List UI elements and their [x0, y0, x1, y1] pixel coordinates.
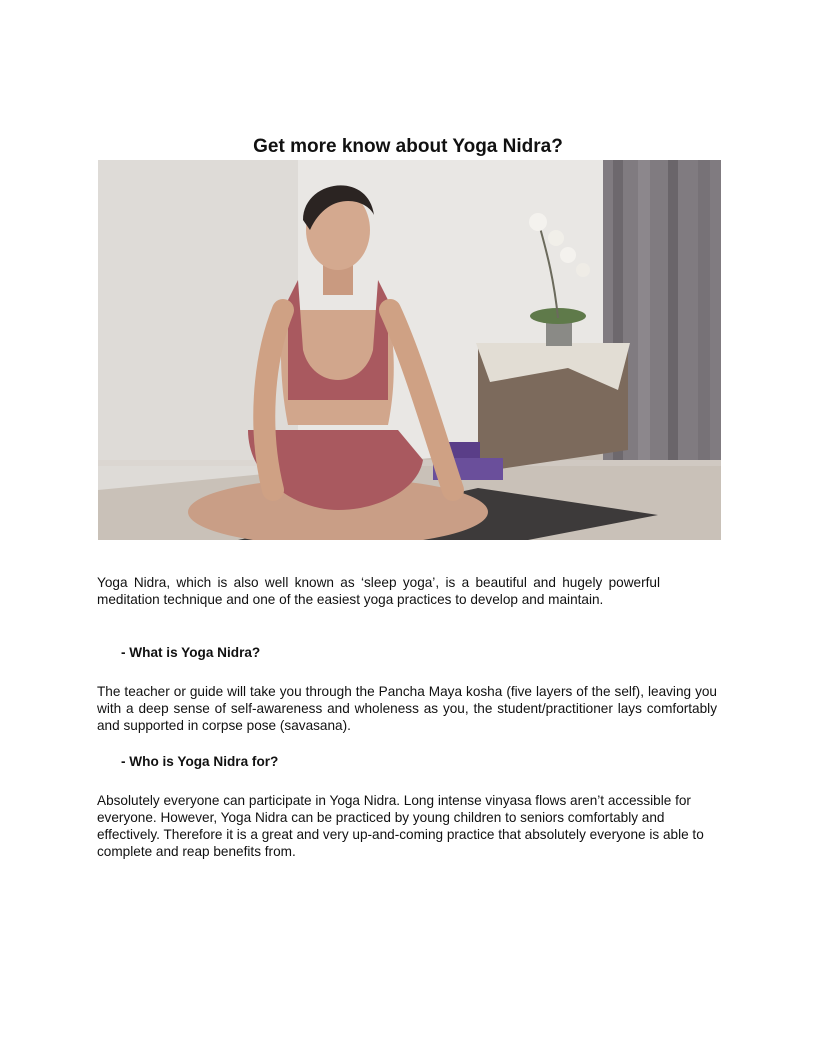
section-body-who: Absolutely everyone can participate in Yoga Nidra. Long intense vinyasa flows aren’t accessible for everyone. However, Yoga Nidra can be practiced by young children to seniors comfortably and effectively. Therefore it is a great and very up-and-coming practice that absolutely everyone is able to complete and reap benefits from. — [97, 793, 704, 859]
section-heading-what: - What is Yoga Nidra? — [121, 645, 261, 660]
section-heading-who: - Who is Yoga Nidra for? — [121, 754, 279, 769]
yoga-photo-illustration — [98, 160, 721, 540]
intro-paragraph: Yoga Nidra, which is also well known as ‘sleep yoga’, is a beautiful and hugely powerful meditation technique and one of the easiest yoga practices to develop and maintain. — [97, 575, 660, 607]
page-title: Get more know about Yoga Nidra? — [253, 136, 563, 157]
section-body-what: The teacher or guide will take you through the Pancha Maya kosha (five layers of the self), leaving you with a deep sense of self-awareness and wholeness as you, the student/practitioner lays comfortably and supported in corpse pose (savasana). — [97, 684, 717, 733]
yoga-photo — [98, 160, 721, 540]
